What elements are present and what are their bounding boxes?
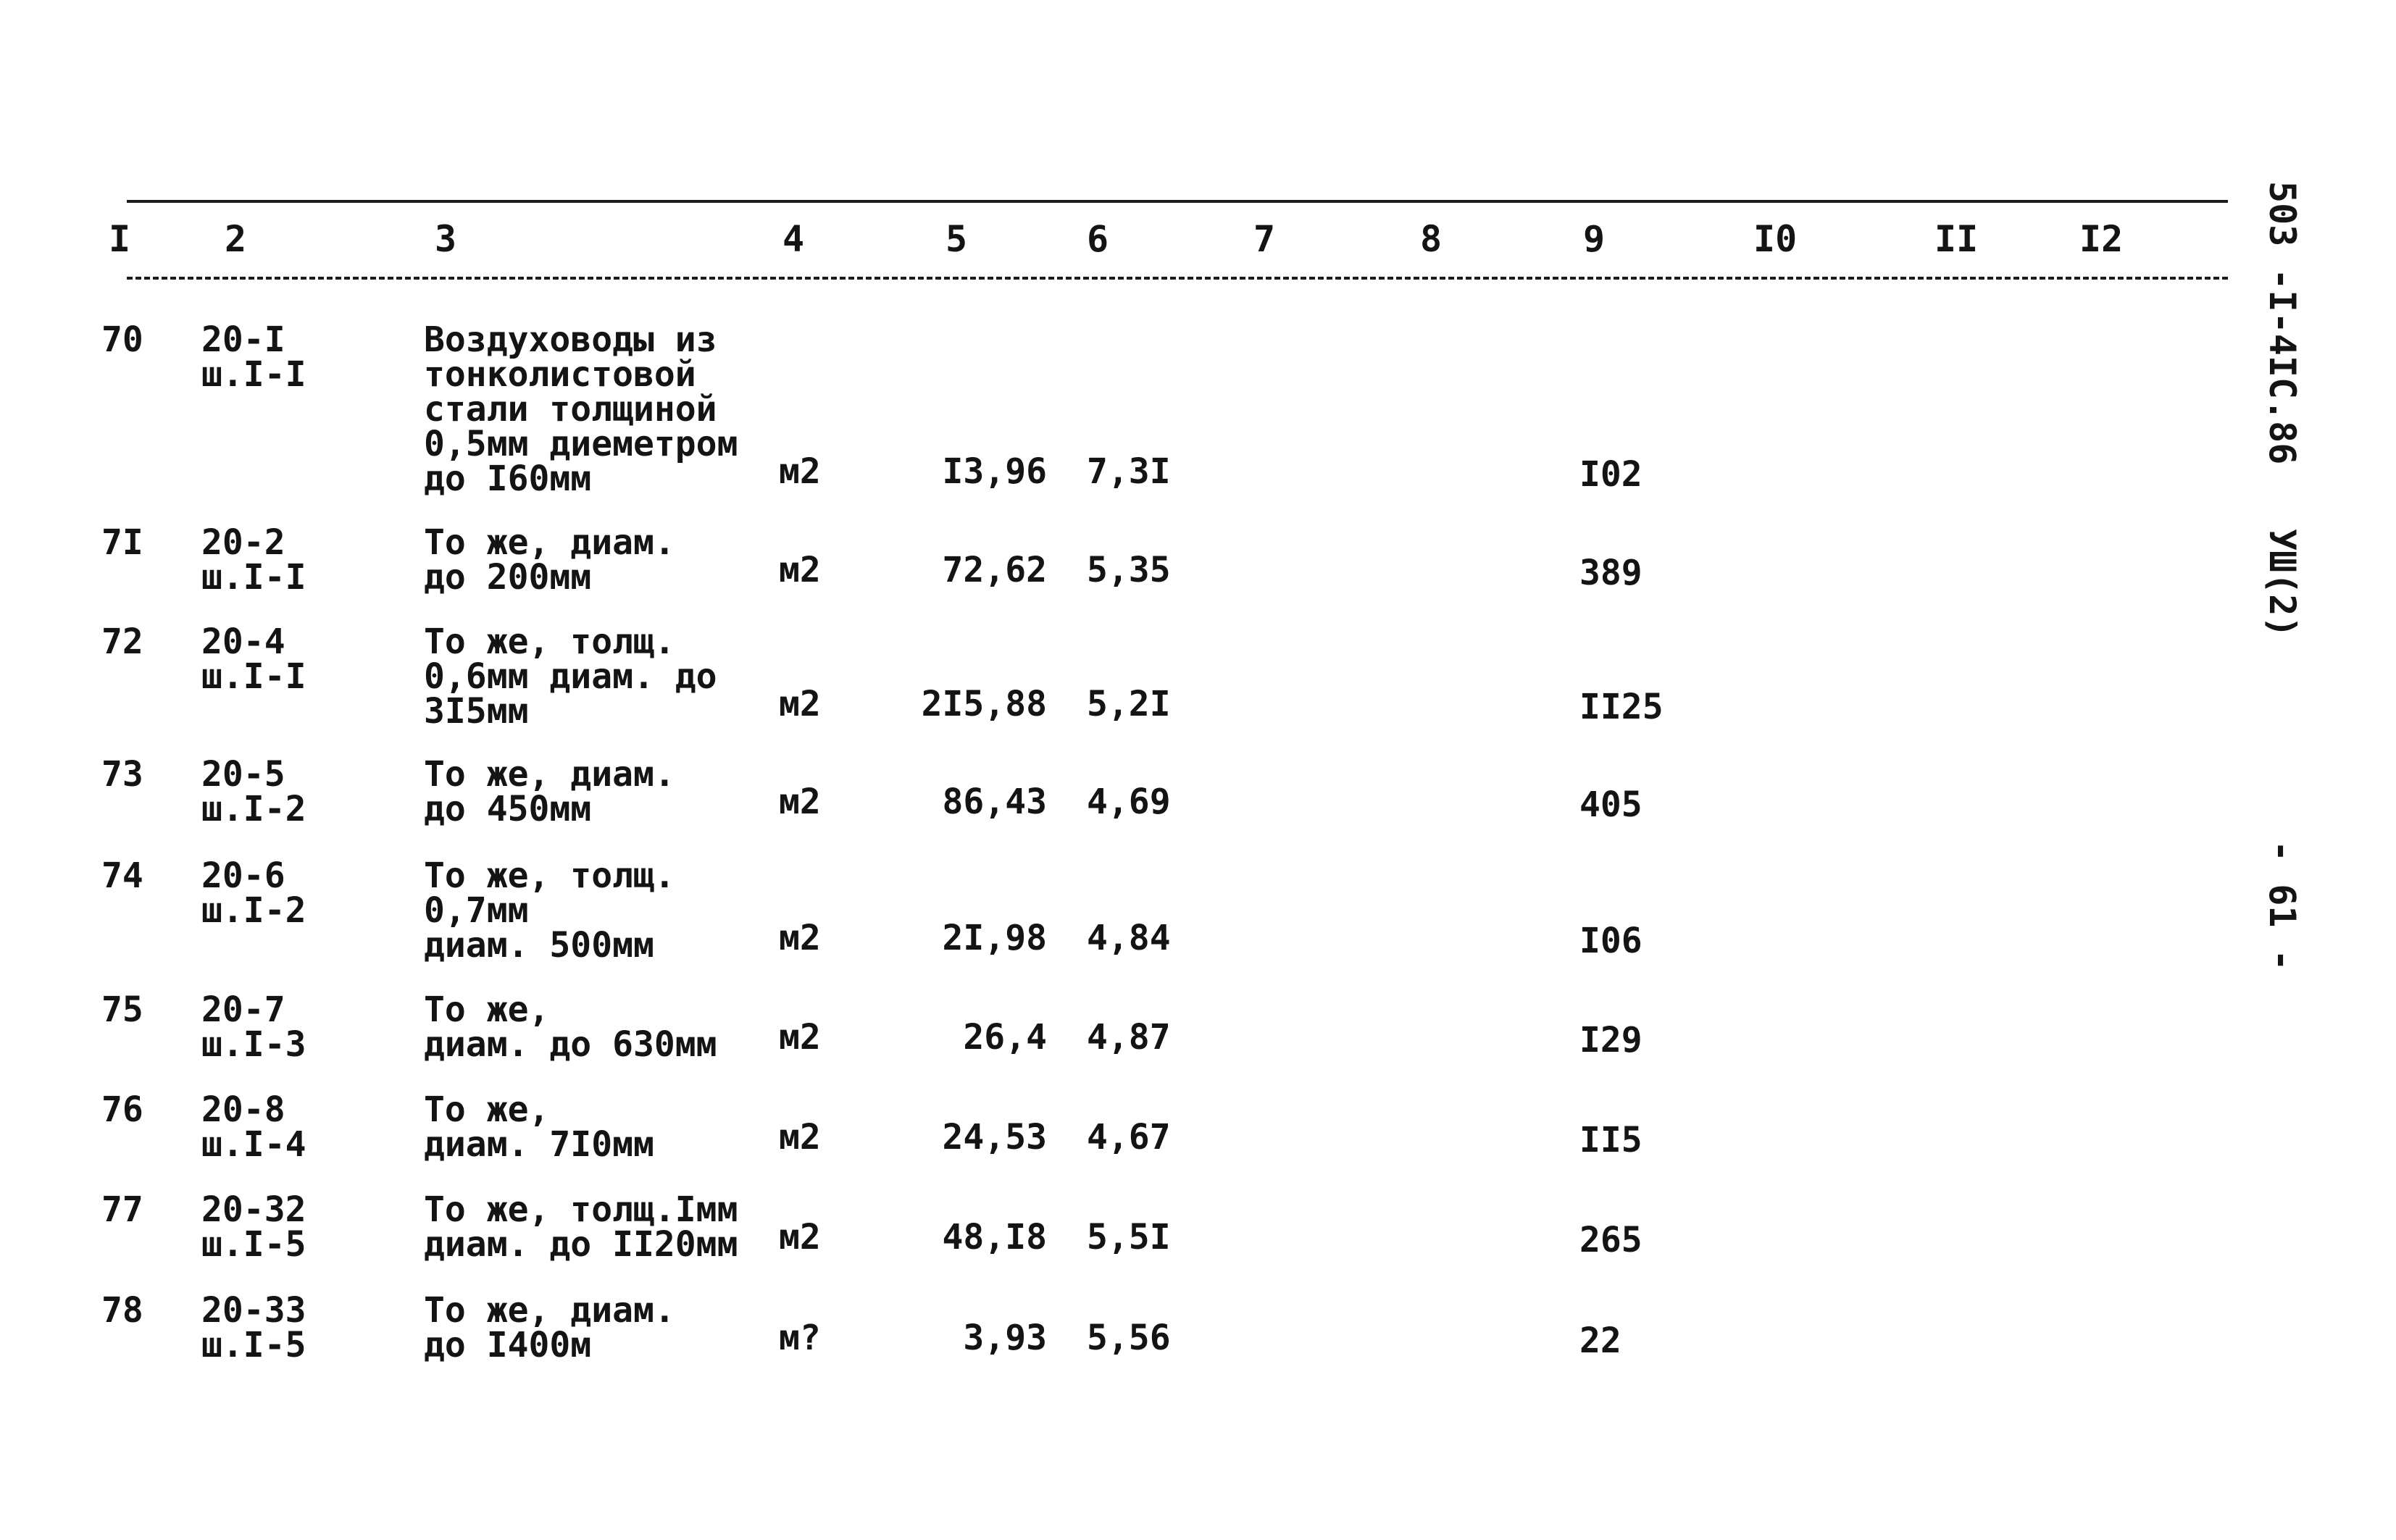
norm-code: 20-32 ш.I-5: [201, 1189, 306, 1265]
total-cost: 405: [1579, 784, 1642, 825]
table-top-rule: [127, 200, 2228, 203]
unit-price: 7,3I: [1087, 451, 1171, 492]
quantity: 3,93: [963, 1318, 1047, 1358]
column-header-12: I2: [2079, 218, 2124, 260]
unit-price: 4,84: [1087, 918, 1171, 958]
row-number: 77: [101, 1189, 143, 1230]
work-description: То же, толщ. 0,6мм диам. до 3I5мм: [424, 622, 717, 732]
column-header-9: 9: [1583, 218, 1606, 260]
row-number: 76: [101, 1089, 143, 1130]
unit-of-measure: м2: [779, 782, 821, 822]
quantity: I3,96: [942, 451, 1047, 492]
unit-of-measure: м2: [779, 1117, 821, 1158]
work-description: То же, толщ. 0,7мм диам. 500мм: [424, 855, 675, 966]
work-description: То же, диам. до 200мм: [424, 522, 675, 598]
unit-of-measure: м2: [779, 451, 821, 492]
column-header-6: 6: [1087, 218, 1109, 260]
work-description: Воздуховоды из тонколистовой стали толщиной 0,5мм диеметром до I60мм: [424, 319, 738, 499]
side-page-number: - 61 -: [2261, 840, 2303, 971]
total-cost: 389: [1579, 553, 1642, 593]
norm-code: 20-7 ш.I-3: [201, 989, 306, 1065]
column-header-10: I0: [1753, 218, 1798, 260]
quantity: 72,62: [942, 550, 1047, 590]
column-header-8: 8: [1420, 218, 1443, 260]
unit-of-measure: м2: [779, 1217, 821, 1257]
column-header-4: 4: [782, 218, 805, 260]
column-header-2: 2: [225, 218, 247, 260]
row-number: 72: [101, 622, 143, 662]
total-cost: I29: [1579, 1020, 1642, 1060]
unit-price: 4,67: [1087, 1117, 1171, 1158]
unit-price: 5,56: [1087, 1318, 1171, 1358]
column-header-11: II: [1934, 218, 1979, 260]
unit-price: 5,35: [1087, 550, 1171, 590]
row-number: 73: [101, 754, 143, 795]
row-number: 70: [101, 319, 143, 360]
total-cost: II25: [1579, 687, 1664, 727]
row-number: 78: [101, 1290, 143, 1331]
unit-of-measure: м2: [779, 550, 821, 590]
side-document-code: 503 -I-4IC.86: [2261, 181, 2303, 465]
unit-price: 4,69: [1087, 782, 1171, 822]
norm-code: 20-2 ш.I-I: [201, 522, 306, 598]
norm-code: 20-33 ш.I-5: [201, 1290, 306, 1365]
total-cost: I02: [1579, 454, 1642, 495]
unit-price: 5,5I: [1087, 1217, 1171, 1257]
unit-price: 5,2I: [1087, 684, 1171, 724]
total-cost: II5: [1579, 1120, 1642, 1160]
norm-code: 20-4 ш.I-I: [201, 622, 306, 697]
table-header-rule: [127, 277, 2228, 280]
work-description: То же, диам. до 450мм: [424, 754, 675, 829]
quantity: 24,53: [942, 1117, 1047, 1158]
column-header-1: I: [109, 218, 131, 260]
quantity: 2I5,88: [921, 684, 1047, 724]
row-number: 7I: [101, 522, 143, 563]
unit-price: 4,87: [1087, 1017, 1171, 1058]
quantity: 26,4: [963, 1017, 1047, 1058]
unit-of-measure: м2: [779, 1017, 821, 1058]
quantity: 2I,98: [942, 918, 1047, 958]
norm-code: 20-6 ш.I-2: [201, 855, 306, 931]
column-header-3: 3: [435, 218, 457, 260]
total-cost: 22: [1579, 1321, 1621, 1361]
row-number: 74: [101, 855, 143, 896]
quantity: 86,43: [942, 782, 1047, 822]
norm-code: 20-5 ш.I-2: [201, 754, 306, 829]
unit-of-measure: м?: [779, 1318, 821, 1358]
work-description: То же, диам. 7I0мм: [424, 1089, 654, 1165]
row-number: 75: [101, 989, 143, 1030]
total-cost: I06: [1579, 921, 1642, 961]
column-header-7: 7: [1253, 218, 1276, 260]
quantity: 48,I8: [942, 1217, 1047, 1257]
work-description: То же, диам. до 630мм: [424, 989, 717, 1065]
total-cost: 265: [1579, 1220, 1642, 1260]
work-description: То же, толщ.Iмм диам. до II20мм: [424, 1189, 738, 1265]
unit-of-measure: м2: [779, 684, 821, 724]
norm-code: 20-8 ш.I-4: [201, 1089, 306, 1165]
column-header-5: 5: [946, 218, 968, 260]
work-description: То же, диам. до I400м: [424, 1290, 675, 1365]
norm-code: 20-I ш.I-I: [201, 319, 306, 395]
unit-of-measure: м2: [779, 918, 821, 958]
side-album-label: УШ(2): [2261, 529, 2303, 638]
